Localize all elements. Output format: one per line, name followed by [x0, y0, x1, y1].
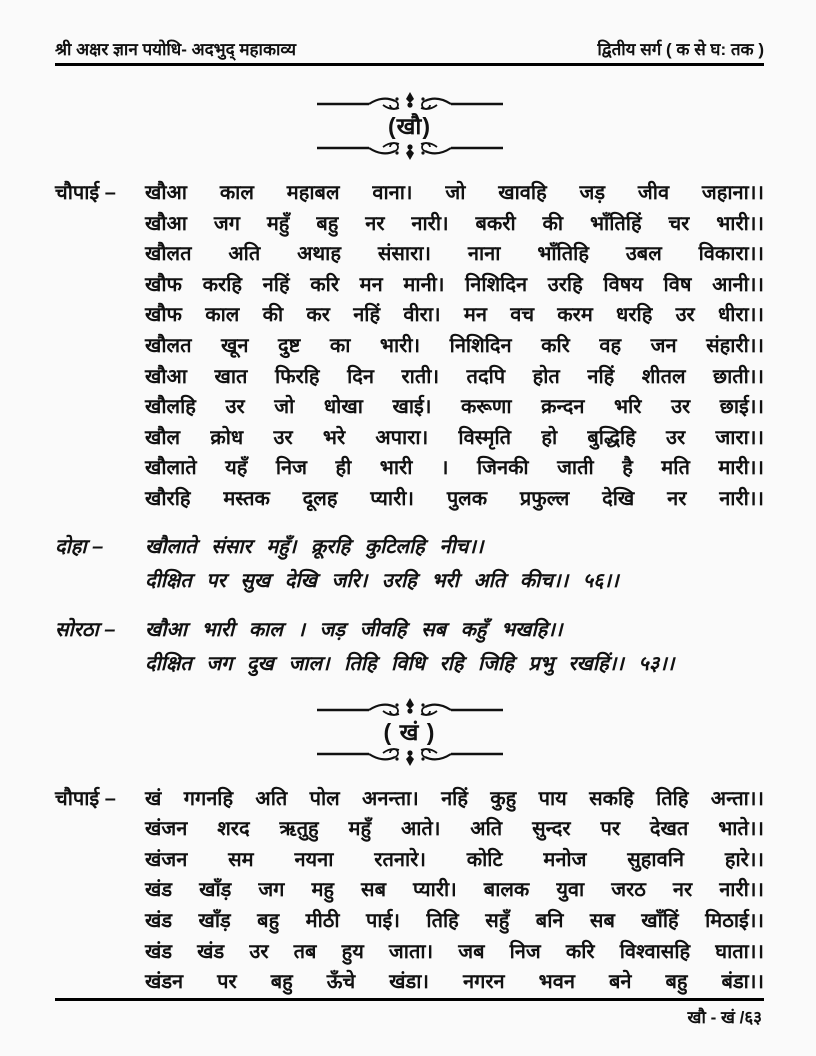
- header-rule: [55, 63, 764, 66]
- verse-line: खौआ काल महाबल वाना। जो खावहि जड़ जीव जहाना।।: [145, 182, 764, 204]
- verse-lines: [145, 784, 764, 998]
- verse-lines: [145, 530, 764, 598]
- verse-lines: [145, 178, 764, 515]
- verse-line: खौरहि मस्तक दूलह प्यारी। पुलक प्रफुल्ल देखि नर नारी।।: [145, 487, 764, 510]
- book-title: श्री अक्षर ज्ञान पयोधि- अदभुद् महाकाव्य: [55, 40, 297, 59]
- verse-line: खौलत खून दुष्ट का भारी। निशिदिन करि वह जन संहारी।।: [145, 334, 764, 357]
- verse-line: खौलाते यहँ निज ही भारी । जिनकी जाती है मति मारी।।: [145, 457, 764, 480]
- verse-line: दीक्षित जग दुख जाल। तिहि विधि रहि जिहि प्रभु रखहिं।। ५३।।: [145, 652, 675, 675]
- section-divider-khau: [317, 91, 503, 161]
- verse-line: खौलाते संसार महुँ। क्रूरहि कुटिलहि नीच।।: [145, 535, 484, 558]
- section-divider-kham: [317, 697, 503, 767]
- verse-line: खौलत अति अथाह संसारा। नाना भाँतिहि उबल विकारा।।: [145, 243, 764, 266]
- verse-line: खौआ भारी काल । जड़ जीवहि सब कहुँ भखहि।।: [145, 618, 563, 641]
- footer-rule: [55, 998, 764, 1001]
- flourish-icon: [317, 697, 503, 717]
- verse-line: खौआ जग महुँ बहु नर नारी। बकरी की भाँतिहिं चर भारी।।: [145, 212, 764, 235]
- verse-type-label: चौपाई –: [55, 182, 116, 204]
- doha-section: [55, 530, 764, 598]
- page-header: [55, 40, 764, 60]
- flourish-icon: [317, 747, 503, 767]
- verse-line: खौल क्रोध उर भरे अपारा। विस्मृति हो बुद्धिहि उर जारा।।: [145, 426, 764, 449]
- verse-line: खंड खाँड़ बहु मीठी पाई। तिहि सहुँ बनि सब खाँहिं मिठाई।।: [145, 909, 764, 932]
- chaupai-section-kham: [55, 784, 764, 998]
- flourish-icon: [317, 91, 503, 111]
- section-letter-label: (खौ): [387, 113, 432, 139]
- soratha-section: [55, 613, 764, 681]
- verse-line: खंड खंड उर तब हुय जाता। जब निज करि विश्वासहि घाता।।: [145, 940, 764, 963]
- verse-line: खं गगनहि अति पोल अनन्ता। नहिं कुहु पाय सकहि तिहि अन्ता।।: [145, 787, 764, 810]
- verse-type-label: चौपाई –: [55, 787, 116, 810]
- verse-line: खंडन पर बहु ऊँचे खंडा। नगरन भवन बने बहु बंडा।।: [145, 971, 764, 994]
- verse-line: खौफ काल की कर नहिं वीरा। मन वच करम धरहि उर धीरा।।: [145, 304, 764, 327]
- verse-lines: [145, 613, 764, 681]
- chapter-title: द्वितीय सर्ग ( क से घ: तक ): [597, 40, 764, 59]
- verse-type-label: दोहा –: [55, 535, 104, 558]
- section-letter-label: ( खं ): [383, 718, 436, 745]
- verse-type-label: सोरठा –: [55, 618, 116, 641]
- verse-line: खौफ करहि नहिं करि मन मानी। निशिदिन उरहि विषय विष आनी।।: [145, 273, 764, 296]
- verse-line: दीक्षित पर सुख देखि जरि। उरहि भरी अति कीच।। ५६।।: [145, 569, 619, 592]
- verse-line: खंजन सम नयना रतनारे। कोटि मनोज सुहावनि हारे।।: [145, 848, 764, 871]
- verse-line: खंड खाँड़ जग महु सब प्यारी। बालक युवा जरठ नर नारी।।: [145, 879, 764, 902]
- verse-line: खौलहि उर जो धोखा खाई। करूणा क्रन्दन भरि उर छाई।।: [145, 396, 764, 419]
- verse-line: खंजन शरद ऋतुहु महुँ आते। अति सुन्दर पर देखत भाते।।: [145, 818, 764, 841]
- flourish-icon: [317, 141, 503, 161]
- page-number: खौ - खं /६३: [687, 1007, 762, 1027]
- verse-line: खौआ खात फिरहि दिन राती। तदपि होत नहिं शीतल छाती।।: [145, 365, 764, 388]
- chaupai-section-khau: [55, 178, 764, 515]
